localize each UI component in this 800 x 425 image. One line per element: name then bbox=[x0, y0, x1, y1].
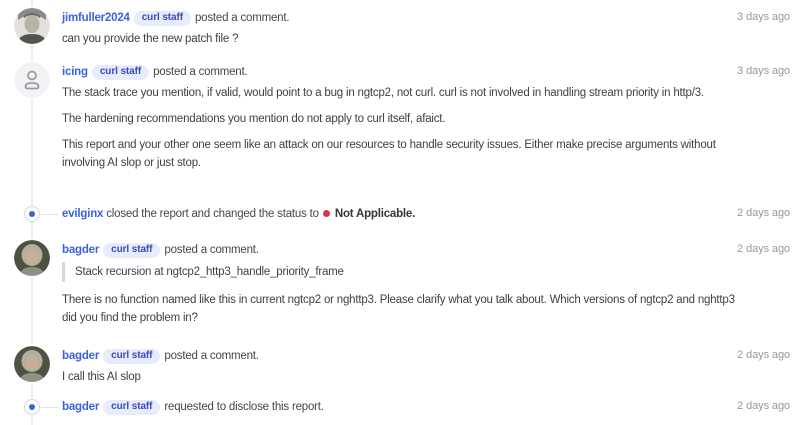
event-status-change bbox=[0, 205, 800, 223]
action-text: closed the report and changed the status to bbox=[106, 208, 319, 220]
author-link[interactable]: jimfuller2024 bbox=[62, 12, 130, 24]
event-text bbox=[62, 205, 736, 223]
author-link[interactable]: evilginx bbox=[62, 208, 104, 220]
comment-paragraph: The stack trace you mention, if valid, would point to a bug in ngtcp2, not curl. curl is not involved in handling stream priority in http/3. bbox=[62, 87, 704, 99]
comment-bagder-2 bbox=[0, 346, 800, 386]
timestamp[interactable]: 2 days ago bbox=[737, 207, 790, 219]
avatar-jimfuller2024[interactable] bbox=[14, 8, 50, 44]
curl-staff-badge: curl staff bbox=[103, 349, 160, 364]
timestamp[interactable]: 3 days ago bbox=[737, 11, 790, 23]
comment-body bbox=[62, 262, 736, 327]
event-disclosure-request bbox=[0, 398, 800, 416]
comment-body bbox=[62, 368, 736, 386]
timestamp[interactable]: 3 days ago bbox=[737, 65, 790, 77]
action-text: requested to disclose this report. bbox=[164, 401, 324, 413]
comment-paragraph: can you provide the new patch file ? bbox=[62, 33, 239, 45]
timestamp[interactable]: 2 days ago bbox=[737, 349, 790, 361]
comment-paragraph: The hardening recommendations you mention do not apply to curl itself, afaict. bbox=[62, 113, 446, 125]
comment-paragraph: I call this AI slop bbox=[62, 371, 141, 383]
comment-bagder-1 bbox=[0, 240, 800, 327]
comment-jimfuller2024 bbox=[0, 8, 800, 48]
curl-staff-badge: curl staff bbox=[92, 65, 149, 80]
comment-header bbox=[62, 62, 736, 80]
timestamp[interactable]: 2 days ago bbox=[737, 243, 790, 255]
user-photo-icon bbox=[14, 346, 50, 382]
curl-staff-badge: curl staff bbox=[103, 400, 160, 415]
action-text: posted a comment. bbox=[164, 350, 259, 362]
author-link[interactable]: icing bbox=[62, 66, 88, 78]
event-text bbox=[62, 398, 736, 416]
timestamp[interactable]: 2 days ago bbox=[737, 400, 790, 412]
comment-body bbox=[62, 84, 736, 172]
action-text: posted a comment. bbox=[194, 12, 290, 24]
author-link[interactable]: bagder bbox=[62, 244, 100, 256]
timeline-connector bbox=[41, 214, 58, 215]
user-photo-icon bbox=[14, 8, 50, 44]
quoted-text: Stack recursion at ngtcp2_http3_handle_priority_frame bbox=[62, 262, 736, 282]
comment-icing bbox=[0, 62, 800, 172]
timeline-connector bbox=[41, 407, 58, 408]
curl-staff-badge: curl staff bbox=[103, 243, 160, 258]
avatar-bagder[interactable] bbox=[14, 240, 50, 276]
avatar-icing[interactable] bbox=[14, 62, 50, 98]
curl-staff-badge: curl staff bbox=[134, 11, 191, 26]
comment-header bbox=[62, 346, 736, 364]
status-dot-icon bbox=[323, 210, 330, 217]
action-text: posted a comment. bbox=[164, 244, 259, 256]
comment-header bbox=[62, 8, 736, 26]
timeline-event-dot-icon bbox=[24, 399, 40, 415]
comment-body bbox=[62, 30, 736, 48]
author-link[interactable]: bagder bbox=[62, 401, 100, 413]
comment-header bbox=[62, 240, 736, 258]
user-photo-icon bbox=[14, 240, 50, 276]
comment-paragraph: There is no function named like this in current ngtcp2 or nghttp3. Please clarify what you talk about. Which versions of ngtcp2 and nghttp3 did you find the problem in? bbox=[62, 294, 735, 324]
action-text: posted a comment. bbox=[153, 66, 248, 78]
status-label: Not Applicable. bbox=[334, 208, 416, 220]
comment-paragraph: This report and your other one seem like an attack on our resources to handle security issues. Either make precise arguments without involving AI slop or just stop. bbox=[62, 139, 716, 169]
person-icon bbox=[14, 62, 50, 98]
author-link[interactable]: bagder bbox=[62, 350, 100, 362]
avatar-bagder[interactable] bbox=[14, 346, 50, 382]
timeline-event-dot-icon bbox=[24, 206, 40, 222]
